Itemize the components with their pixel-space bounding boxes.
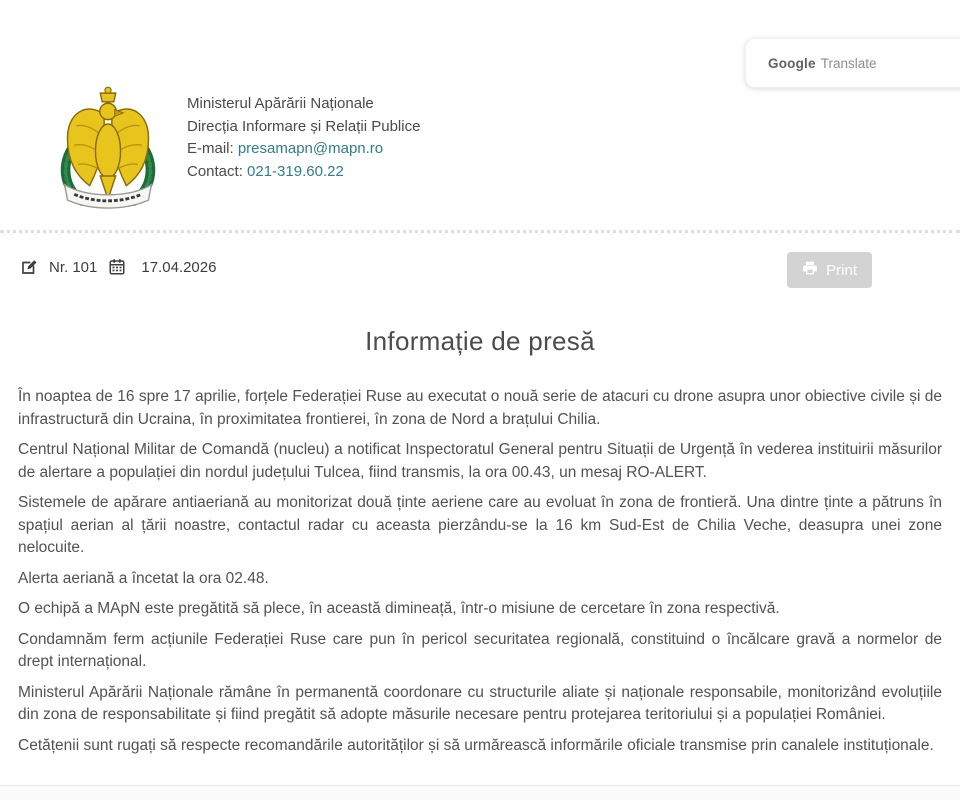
- edit-icon: [20, 258, 38, 276]
- article-paragraph: Centrul Național Militar de Comandă (nucleu) a notificat Inspectoratul General pentru Situații de Urgență în vederea instituirii măsurilor de alertare a populației din nordul județului Tulcea, fiind transmis, la ora 00.43, un mesaj RO-ALERT.: [18, 441, 942, 481]
- google-translate-widget[interactable]: [745, 38, 960, 88]
- mapn-coat-of-arms-icon: [55, 84, 161, 216]
- org-email-line: [187, 138, 420, 161]
- phone-link[interactable]: 021-319.60.22: [247, 162, 344, 180]
- printer-icon: [802, 260, 818, 280]
- article-paragraph: Ministerul Apărării Naționale rămâne în permanentă coordonare cu structurile aliate și naționale responsabile, monitorizând evoluțiile din zona de responsabilitate și fiind pregătit să adopte măsurile necesare pentru protejarea teritoriului și a populației României.: [18, 683, 942, 723]
- article-paragraph: Cetățenii sunt rugați să respecte recomandările autorităților și să urmărească informările oficiale transmise prin canalele instituționale.: [18, 736, 934, 754]
- google-translate-brand: Google: [768, 55, 816, 71]
- org-department: Direcția Informare și Relații Publice: [187, 117, 421, 135]
- google-translate-label: Translate: [820, 55, 877, 71]
- article-paragraph: O echipă a MApN este pregătită să plece, în această dimineață, într-o misiune de cercetare în zona respectivă.: [18, 600, 780, 617]
- release-date: 17.04.2026: [141, 258, 217, 276]
- org-info-block: [187, 93, 420, 183]
- email-link[interactable]: presamapn@mapn.ro: [237, 140, 384, 157]
- article-body: [18, 386, 942, 765]
- email-label: E-mail:: [187, 140, 238, 157]
- article-paragraph: În noaptea de 16 spre 17 aprilie, forțele Federației Ruse au executat o nouă serie de atacuri cu drone asupra unor obiective civile și de infrastructură din Ucraina, în proximitatea frontierei, în zona de Nord a brațului Chilia.: [18, 388, 942, 428]
- article-paragraph: Alerta aeriană a încetat la ora 02.48.: [18, 569, 269, 587]
- print-button[interactable]: [787, 252, 872, 288]
- page-title: Informație de presă: [365, 326, 595, 356]
- release-number: Nr. 101: [49, 258, 98, 276]
- article-paragraph: Sistemele de apărare antiaeriană au monitorizat două ținte aeriene care au evoluat în zona de frontieră. Una dintre ținte a pătruns în spațiul aerian al țării noastre, contactul radar cu aceasta pierzându-se la 16 km Sud-Est de Chilia Veche, deasupra unei zone nelocuite.: [18, 494, 942, 556]
- print-button-label: Print: [826, 261, 857, 279]
- org-contact-line: [187, 161, 420, 184]
- release-meta-row: [20, 258, 216, 276]
- bottom-divider: [0, 785, 960, 800]
- dotted-separator: [0, 230, 960, 233]
- calendar-icon: [108, 258, 126, 276]
- article-paragraph: Condamnăm ferm acțiunile Federației Ruse care pun în pericol securitatea regională, constituind o încălcare gravă a normelor de drept internațional.: [18, 630, 942, 670]
- contact-label: Contact:: [187, 162, 248, 180]
- org-name: Ministerul Apărării Naționale: [187, 95, 374, 112]
